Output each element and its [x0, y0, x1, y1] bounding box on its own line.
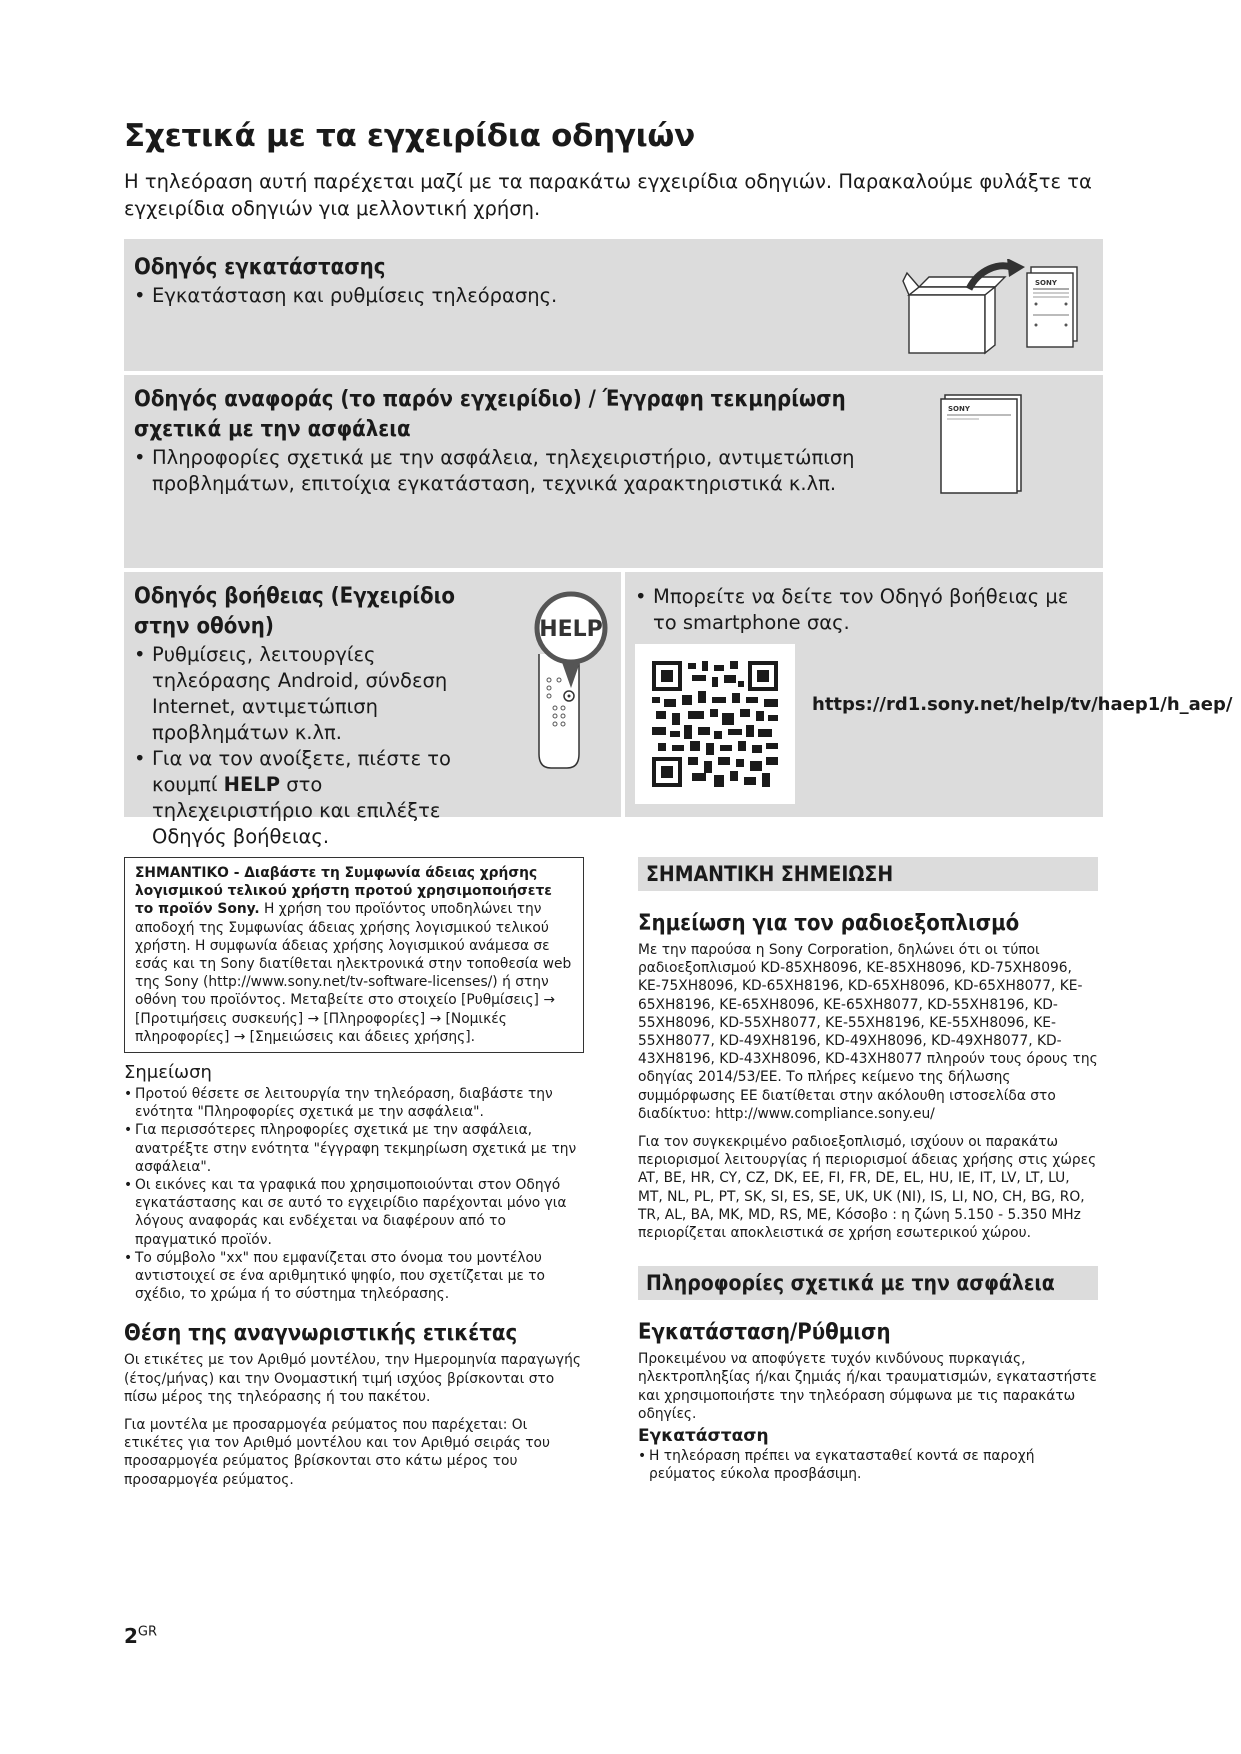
- safety-band: Πληροφορίες σχετικά με την ασφάλεια: [638, 1266, 1098, 1300]
- help-smartphone-panel: [625, 572, 1233, 817]
- reference-guide-panel: [124, 375, 1103, 568]
- important-notice-band: ΣΗΜΑΝΤΙΚΗ ΣΗΜΕΙΩΣΗ: [638, 857, 1098, 891]
- smartphone-bullet: • Μπορείτε να δείτε τον Οδηγό βοήθειας με το smartphone σας.: [635, 584, 1085, 636]
- left-column: [124, 857, 584, 1489]
- note-list: [124, 1085, 584, 1303]
- license-notice-box: [124, 857, 584, 1053]
- help-bullet-key: HELP: [223, 773, 281, 796]
- help-guide-title: Οδηγός βοήθειας (Εγχειρίδιο στην οθόνη): [134, 584, 455, 639]
- setup-guide-bullet: • Εγκατάσταση και ρυθμίσεις τηλεόρασης.: [134, 283, 894, 309]
- page-title: Σχετικά με τα εγχειρίδια οδηγιών: [124, 118, 695, 154]
- box-to-manual-icon: [899, 259, 1089, 359]
- help-guide-url[interactable]: https://rd1.sony.net/help/tv/haep1/h_aep/: [812, 694, 1233, 715]
- installation-list: [638, 1447, 1098, 1483]
- list-item: • Για περισσότερες πληροφορίες σχετικά με την ασφάλεια, ανατρέξτε στην ενότητα "έγγραφη τεκμηρίωση σχετικά με την ασφάλεια".: [124, 1121, 584, 1176]
- setup-illustration-brand: SONY: [1035, 279, 1057, 287]
- help-bullet-text-post: στο τηλεχειριστήριο και επιλέξτε Οδηγός βοήθειας.: [152, 773, 441, 848]
- intro-text: Η τηλεόραση αυτή παρέχεται μαζί με τα παρακάτω εγχειρίδια οδηγιών. Παρακαλούμε φυλάξτε τα εγχειρίδια οδηγιών για μελλοντική χρήση.: [124, 170, 1092, 220]
- list-item: • Οι εικόνες και τα γραφικά που χρησιμοποιούνται στον Οδηγό εγκατάστασης και σε αυτό το εγχειρίδιο παρέχονται μόνο για λόγους αναφοράς και ενδέχεται να διαφέρουν από το πραγματικό προϊόν.: [124, 1176, 584, 1249]
- remote-help-button-icon: [529, 588, 619, 788]
- installation-subtitle: Εγκατάσταση: [638, 1426, 769, 1447]
- reference-illustration-brand: SONY: [948, 405, 970, 413]
- page-number: [124, 1624, 157, 1648]
- page-number-suffix: GR: [137, 1624, 158, 1640]
- setup-guide-title: Οδηγός εγκατάστασης: [134, 255, 386, 280]
- manual-document-icon: [939, 391, 1025, 495]
- installation-setup-p1: Προκειμένου να αποφύγετε τυχόν κινδύνους πυρκαγιάς, ηλεκτροπληξίας ή/και ζημιάς ή/και τραυματισμών, εγκαταστήστε και χρησιμοποιήστε την τηλεόραση σύμφωνα με τις παρακάτω οδηγίες.: [638, 1351, 1097, 1422]
- list-item: • Προτού θέσετε σε λειτουργία την τηλεόραση, διαβάστε την ενότητα "Πληροφορίες σχετικά με την ασφάλεια".: [124, 1085, 584, 1121]
- reference-guide-title: Οδηγός αναφοράς (το παρόν εγχειρίδιο) / Έγγραφη τεκμηρίωση σχετικά με την ασφάλεια: [134, 387, 846, 442]
- right-column: [638, 857, 1098, 1483]
- radio-equipment-title: Σημείωση για τον ραδιοεξοπλισμό: [638, 911, 1020, 936]
- label-location-title: Θέση της αναγνωριστικής ετικέτας: [124, 1321, 518, 1347]
- note-title: Σημείωση: [124, 1062, 212, 1084]
- label-location-p1: Οι ετικέτες με τον Αριθμό μοντέλου, την Ημερομηνία παραγωγής (έτος/μήνας) και την Ονομαστική τιμή ισχύος βρίσκονται στο πίσω μέρος της τηλεόρασης ή του πακέτου.: [124, 1352, 581, 1405]
- page-number-value: 2: [124, 1624, 138, 1648]
- setup-guide-panel: [124, 239, 1103, 371]
- help-bullet-text-pre: Για να τον ανοίξετε, πιέστε το κουμπί: [152, 747, 451, 796]
- installation-setup-title: Εγκατάσταση/Ρύθμιση: [638, 1320, 891, 1346]
- help-guide-panel: [124, 572, 621, 848]
- license-notice-text: Η χρήση του προϊόντος υποδηλώνει την αποδοχή της Συμφωνίας άδειας χρήσης λογισμικού τελικού χρήστη. Η συμφωνία άδειας χρήσης λογισμικού ανάμεσα σε εσάς και τη Sony διατίθεται ηλεκτρονικά στην τοποθεσία web της Sony (http://www.sony.net/tv-software-licenses/) ή στην οθόνη του προϊόντος. Μεταβείτε στο στοιχείο [Ρυθμίσεις] → [Προτιμήσεις συσκευής] → [Πληροφορίες] → [Νομικές πληροφορίες] → [Σημειώσεις και άδειες χρήσης].: [135, 901, 572, 1045]
- qr-code-container: [635, 644, 795, 804]
- list-item: • Το σύμβολο "xx" που εμφανίζεται στο όνομα του μοντέλου αντιστοιχεί σε ένα αριθμητικό ψηφίο, που σχετίζεται με το σχέδιο, το χρώμα ή το σύστημα τηλεόρασης.: [124, 1249, 584, 1304]
- radio-equipment-p2: Για τον συγκεκριμένο ραδιοεξοπλισμό, ισχύουν οι παρακάτω περιορισμοί λειτουργίας ή περιορισμοί άδειας χρήσης στις χώρες AT, BE, HR, CY, CZ, DK, EE, FI, FR, DE, EL, HU, IE, IT, LV, LT, LU, MT, NL, PL, PT, SK, SI, ES, SE, UK, UK (NI), IS, LI, NO, CH, BG, RO, TR, AL, BA, MK, MD, RS, ME, Κόσοβο : η ζώνη 5.150 - 5.350 MHz περιορίζεται αποκλειστικά σε χρήση εσωτερικού χώρου.: [638, 1134, 1097, 1242]
- help-guide-bullet-2: [134, 746, 479, 850]
- label-location-p2: Για μοντέλα με προσαρμογέα ρεύματος που παρέχεται: Οι ετικέτες για τον Αριθμό μοντέλου και τον Αριθμό σειράς του προσαρμογέα ρεύματος βρίσκονται στο κάτω μέρος του προσαρμογέα ρεύματος.: [124, 1417, 550, 1488]
- help-guide-bullet-1: • Ρυθμίσεις, λειτουργίες τηλεόρασης Android, σύνδεση Internet, αντιμετώπιση προβλημάτων κ.λπ.: [134, 642, 479, 746]
- reference-guide-bullet: • Πληροφορίες σχετικά με την ασφάλεια, τηλεχειριστήριο, αντιμετώπιση προβλημάτων, επιτοίχια εγκατάσταση, τεχνικά χαρακτηριστικά κ.λπ.: [134, 445, 894, 497]
- qr-code-icon: [652, 661, 778, 787]
- license-notice-heading: ΣΗΜΑΝΤΙΚΟ - Διαβάστε τη Συμφωνία άδειας χρήσης λογισμικού τελικού χρήστη προτού χρησιμοποιήσετε το προϊόν Sony.: [135, 865, 552, 918]
- help-button-label: HELP: [539, 617, 603, 642]
- radio-equipment-p1: Με την παρούσα η Sony Corporation, δηλώνει ότι οι τύποι ραδιοεξοπλισμού KD-85XH8096, KE-85XH8096, KD-75XH8096, KE-75XH8096, KD-65XH8196, KD-65XH8096, KD-65XH8077, KE-65XH8196, KE-65XH8096, KE-65XH8077, KD-55XH8196, KD-55XH8096, KD-55XH8077, KE-55XH8196, KE-55XH8096, KE-55XH8077, KD-49XH8196, KD-49XH8096, KD-49XH8077, KD-43XH8196, KD-43XH8096, KD-43XH8077 πληρούν τους όρους της οδηγίας 2014/53/ΕΕ. Το πλήρες κείμενο της δήλωσης συμμόρφωσης ΕΕ διατίθεται στην ακόλουθη ιστοσελίδα στο διαδίκτυο: http://www.compliance.sony.eu/: [638, 942, 1098, 1122]
- list-item: • Η τηλεόραση πρέπει να εγκατασταθεί κοντά σε παροχή ρεύματος εύκολα προσβάσιμη.: [638, 1447, 1098, 1483]
